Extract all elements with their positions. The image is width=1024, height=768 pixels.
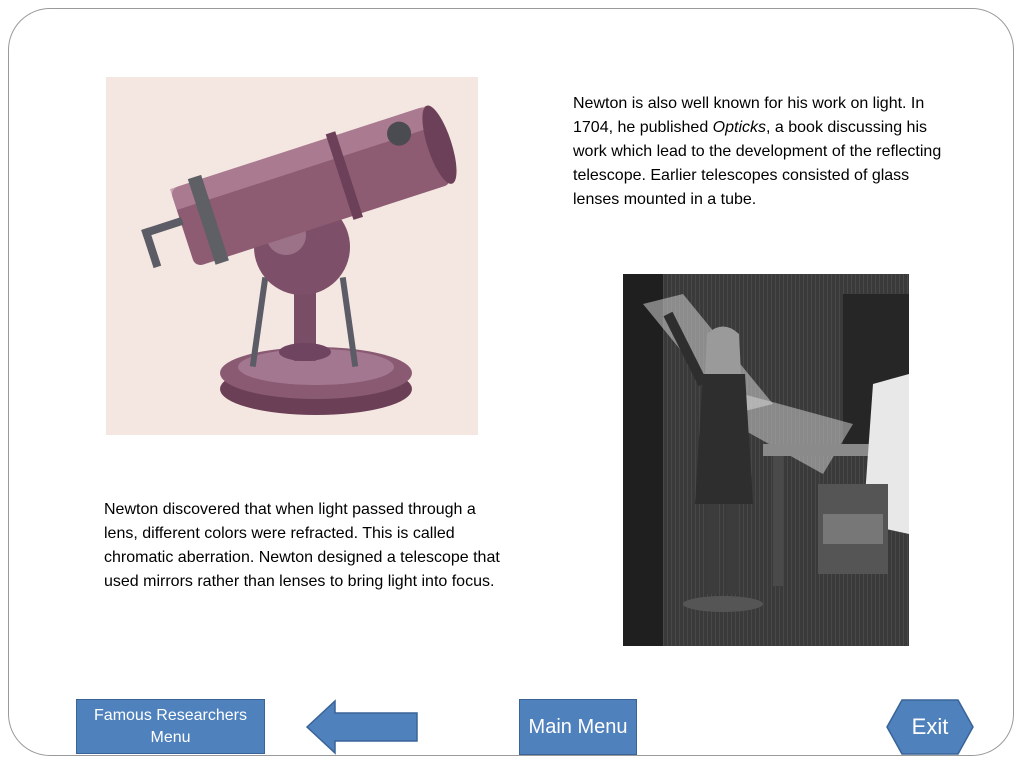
opticks-title: Opticks <box>712 119 767 136</box>
main-menu-button[interactable] <box>519 699 637 755</box>
famous-researchers-menu-button[interactable] <box>76 699 265 754</box>
exit-button[interactable] <box>886 699 974 755</box>
back-arrow-button[interactable] <box>305 699 419 755</box>
opticks-text-part1: Newton is also well known for his work on light. In 1704, he published <box>573 95 925 136</box>
famous-researchers-menu-label: Famous Researchers Menu <box>94 706 247 746</box>
main-menu-label: Main Menu <box>528 716 628 738</box>
opticks-description <box>573 92 953 212</box>
chromatic-aberration-text: Newton discovered that when light passed through a lens, different colors were refracted. This is called chromatic aberration. Newton designed a telescope that used mirrors rather than lenses to bring light into focus. <box>104 501 500 590</box>
exit-label: Exit <box>911 714 949 739</box>
opticks-text-part2: , a book discussing his work which lead to the development of the reflecting telescope. Earlier telescopes consisted of glass lenses mounted in a tube. <box>573 119 942 208</box>
newton-prism-engraving-image <box>623 274 909 646</box>
reflecting-telescope-image <box>106 77 478 435</box>
